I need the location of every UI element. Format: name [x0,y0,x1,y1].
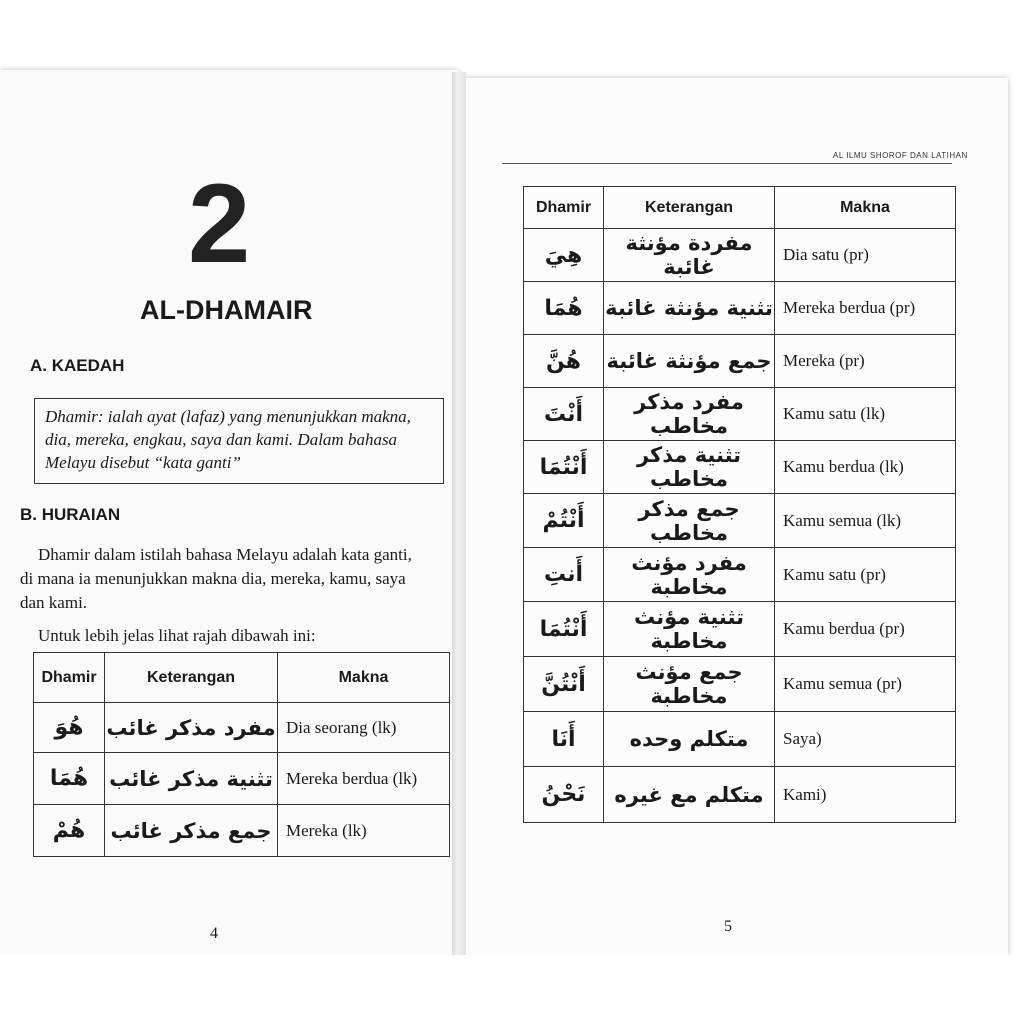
header-keterangan: Keterangan [105,653,278,703]
header-rule [502,163,952,164]
book-gutter [452,72,466,955]
dhamir-cell: هُمْ [34,805,105,857]
header-makna: Makna [775,187,956,229]
keterangan-cell: جمع مذكر غائب [105,805,278,857]
makna-cell: Kami) [775,767,956,823]
makna-cell: Kamu satu (pr) [775,548,956,602]
keterangan-cell: مفرد مذكر مخاطب [604,388,775,441]
table-row [524,657,956,712]
header-makna: Makna [278,653,450,703]
table-row [524,441,956,494]
definition-line: Melayu disebut “kata ganti” [45,453,241,472]
paragraph-line: dan kami. [20,593,88,612]
keterangan-cell: متكلم وحده [604,712,775,767]
makna-cell: Kamu semua (pr) [775,657,956,712]
keterangan-cell: جمع مؤنثة غائبة [604,335,775,388]
dhamir-cell: أَنْتَ [524,388,604,441]
makna-cell: Kamu berdua (pr) [775,602,956,657]
makna-cell: Mereka berdua (pr) [775,282,956,335]
definition-line: dia, mereka, engkau, saya dan kami. Dalam bahasa [45,430,398,449]
dhamir-cell: أَنتِ [524,548,604,602]
paragraph-line: di mana ia menunjukkan makna dia, mereka, kamu, saya [20,569,406,588]
dhamir-cell: نَحْنُ [524,767,604,823]
makna-cell: Mereka (lk) [278,805,450,857]
section-a-heading: A. KAEDAH [30,356,125,375]
keterangan-cell: متكلم مع غيره [604,767,775,823]
table-row [34,703,450,753]
keterangan-cell: تثنية مذكر مخاطب [604,441,775,494]
huraian-paragraph [20,543,452,615]
table-row [34,753,450,805]
dhamir-cell: أَنْتُنَّ [524,657,604,712]
keterangan-cell: تثنية مذكر غائب [105,753,278,805]
makna-cell: Dia seorang (lk) [278,703,450,753]
makna-cell: Kamu satu (lk) [775,388,956,441]
page-number-right: 5 [724,918,732,935]
definition-line: Dhamir: ialah ayat (lafaz) yang menunjukkan makna, [45,407,411,426]
running-head: AL ILMU SHOROF DAN LATIHAN [833,151,968,160]
dhamir-cell: أَنْتُمْ [524,494,604,548]
makna-cell: Dia satu (pr) [775,229,956,282]
makna-cell: Kamu semua (lk) [775,494,956,548]
keterangan-cell: تثنية مؤنثة غائبة [604,282,775,335]
table-row [524,602,956,657]
header-dhamir: Dhamir [34,653,105,703]
intro-line: Untuk lebih jelas lihat rajah dibawah ini: [38,626,316,645]
table-header-row [524,187,956,229]
definition-box [34,398,444,484]
dhamir-cell: هُوَ [34,703,105,753]
table-row [524,548,956,602]
table-row [34,805,450,857]
table-row [524,388,956,441]
background-top [0,0,1024,72]
keterangan-cell: تثنية مؤنث مخاطبة [604,602,775,657]
dhamir-cell: هُمَا [34,753,105,805]
table-row [524,229,956,282]
page-number-left: 4 [210,925,218,942]
keterangan-cell: مفردة مؤنثة غائبة [604,229,775,282]
header-keterangan: Keterangan [604,187,775,229]
dhamir-cell: هِيَ [524,229,604,282]
makna-cell: Kamu berdua (lk) [775,441,956,494]
keterangan-cell: جمع مؤنث مخاطبة [604,657,775,712]
makna-cell: Mereka berdua (lk) [278,753,450,805]
dhamir-cell: أَنْتُمَا [524,602,604,657]
table-row [524,282,956,335]
makna-cell: Mereka (pr) [775,335,956,388]
left-dhamir-table [33,652,450,857]
table-row [524,335,956,388]
keterangan-cell: مفرد مؤنث مخاطبة [604,548,775,602]
dhamir-cell: أَنْتُمَا [524,441,604,494]
table-row [524,767,956,823]
section-b-heading: B. HURAIAN [20,505,121,524]
paragraph-line: Dhamir dalam istilah bahasa Melayu adalah kata ganti, [38,545,412,564]
table-row [524,494,956,548]
table-row [524,712,956,767]
table-header-row [34,653,450,703]
right-dhamir-table [523,186,956,823]
keterangan-cell: مفرد مذكر غائب [105,703,278,753]
header-dhamir: Dhamir [524,187,604,229]
chapter-title: AL-DHAMAIR [140,295,313,325]
dhamir-cell: هُمَا [524,282,604,335]
chapter-number: 2 [188,161,249,286]
dhamir-cell: أَنَا [524,712,604,767]
keterangan-cell: جمع مذكر مخاطب [604,494,775,548]
background-bottom [0,955,1024,1024]
dhamir-cell: هُنَّ [524,335,604,388]
makna-cell: Saya) [775,712,956,767]
